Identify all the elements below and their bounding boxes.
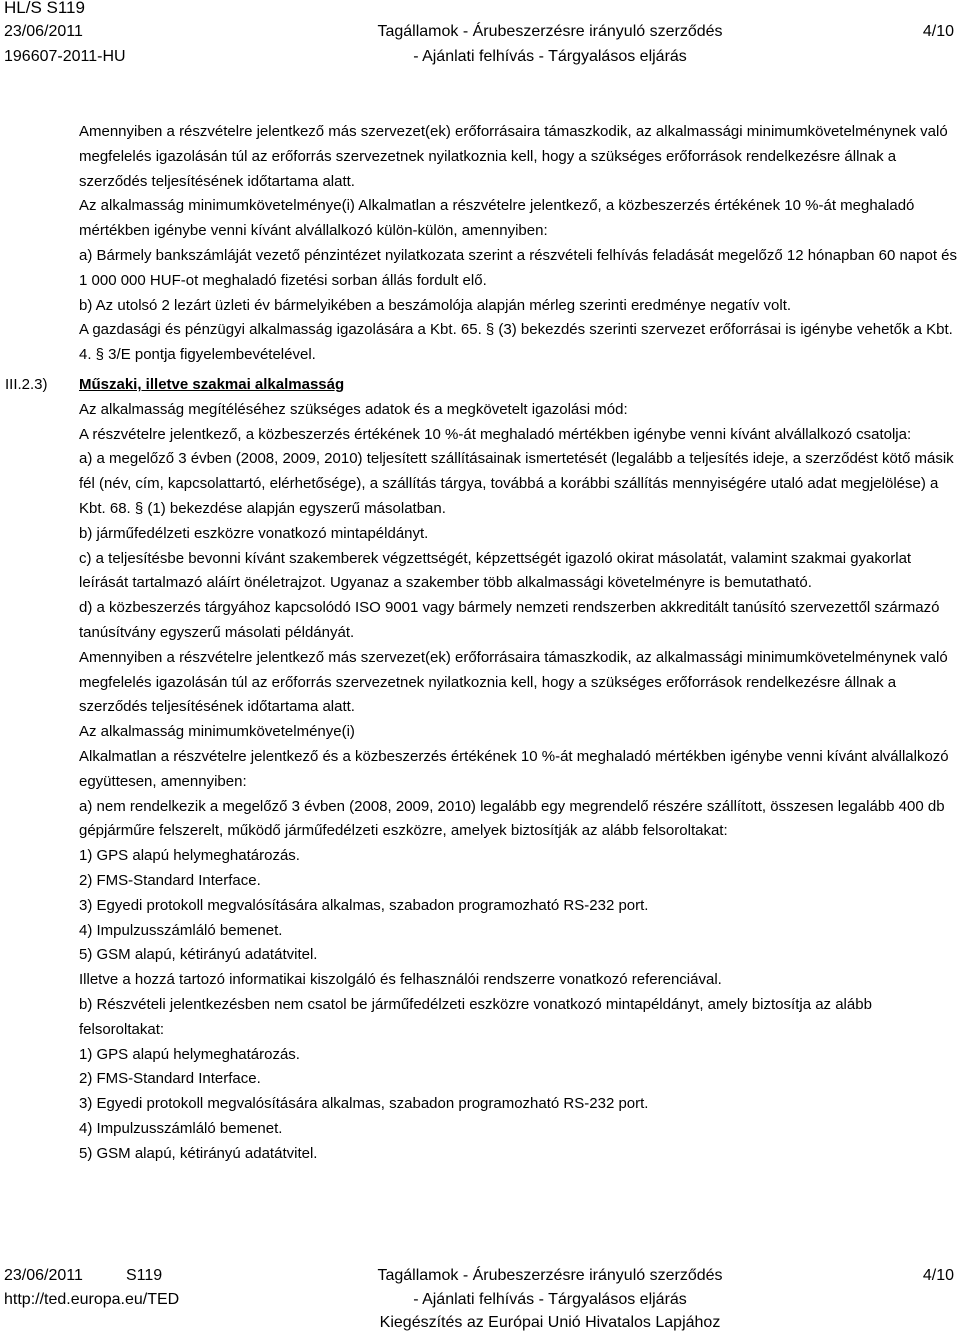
list-item: 5) GSM alapú, kétirányú adatátvitel. [79, 946, 318, 964]
list-item: 3) Egyedi protokoll megvalósítására alkalmas, szabadon programozható RS-232 port. [79, 1095, 649, 1113]
paragraph: Alkalmatlan a részvételre jelentkező és a közbeszerzés értékének 10 %-át meghaladó mértékben igénybe venni kívánt alvállalkozó együttesen, amennyiben: [79, 747, 949, 790]
paragraph: Az alkalmasság megítéléséhez szükséges adatok és a megkövetelt igazolási mód: [79, 400, 628, 418]
header-doc-code: HL/S S119 [4, 0, 85, 17]
body-main-block [79, 373, 959, 1167]
body-top-block [79, 120, 959, 368]
header-date: 23/06/2011 [4, 23, 83, 40]
list-item: 2) FMS-Standard Interface. [79, 871, 261, 889]
paragraph: d) a közbeszerzés tárgyához kapcsolódó ISO 9001 vagy bármely nemzeti rendszerben akkreditált tanúsító szervezettől származó tanúsítvány egyszerű másolati példányát. [79, 599, 940, 641]
paragraph: a) a megelőző 3 évben (2008, 2009, 2010) teljesített szállításainak ismertetését (legalább a teljesítés ideje, a szerződést kötő másik fél (név, cím, kapcsolattartó, elérhetősége), a szállítás tárgya, továbbá a korábbi szállítás mennyiségére utaló adat megjelölése) a Kbt. 68. § (1) bekezdése alapján egyszerű másolatban. [79, 450, 954, 517]
paragraph: Illetve a hozzá tartozó informatikai kiszolgáló és felhasználói rendszerre vonatkozó referenciával. [79, 971, 722, 989]
section-number-label: III.2.3) [5, 376, 48, 393]
footer-page-number: 4/10 [922, 1267, 954, 1284]
footer-url-link[interactable]: http://ted.europa.eu/TED [4, 1291, 180, 1308]
header-notice-id: 196607-2011-HU [4, 48, 126, 65]
footer-date: 23/06/2011 [4, 1267, 83, 1284]
list-item: 1) GPS alapú helymeghatározás. [79, 847, 300, 865]
header-title-line2: - Ajánlati felhívás - Tárgyalásos eljárás [413, 48, 687, 65]
paragraph: A részvételre jelentkező, a közbeszerzés értékének 10 %-át meghaladó mértékben igénybe venni kívánt alvállalkozó csatolja: [79, 425, 912, 443]
list-item: 3) Egyedi protokoll megvalósítására alkalmas, szabadon programozható RS-232 port. [79, 896, 649, 914]
paragraph: Az alkalmasság minimumkövetelménye(i) [79, 723, 355, 741]
paragraph: Amennyiben a részvételre jelentkező más szervezet(ek) erőforrásaira támaszkodik, az alkalmassági minimumkövetelménynek való megfelelés igazolásán túl az erőforrás szervezetnek nyilatkoznia kell, hogy a szükséges erőforrások rendelkezésre állnak a szerződés teljesítésének időtartama alatt. [79, 123, 948, 190]
list-item: 2) FMS-Standard Interface. [79, 1070, 261, 1088]
paragraph: Az alkalmasság minimumkövetelménye(i) Alkalmatlan a részvételre jelentkező, a közbeszerzés értékének 10 %-át meghaladó mértékben igénybe venni kívánt alvállalkozó külön-külön, amennyiben: [79, 197, 915, 240]
paragraph: c) a teljesítésbe bevonni kívánt szakemberek végzettségét, képzettségét igazoló okirat másolatát, valamint szakmai gyakorlat leírását tartalmazó aláírt önéletrajzot. Ugyanaz a szakember több alkalmassági követelményre is bemutatható. [79, 549, 912, 592]
section-heading: Műszaki, illetve szakmai alkalmasság [79, 376, 345, 393]
list-item: 5) GSM alapú, kétirányú adatátvitel. [79, 1144, 318, 1162]
footer-title-line1: Tagállamok - Árubeszerzésre irányuló szerződés [377, 1267, 723, 1284]
paragraph: b) Részvételi jelentkezésben nem csatol be járműfedélzeti eszközre vonatkozó mintapéldányt, amely biztosítja az alább felsoroltakat: [79, 995, 872, 1038]
paragraph: b) Az utolsó 2 lezárt üzleti év bármelyikében a beszámolója alapján mérleg szerinti eredménye negatív volt. [79, 296, 792, 314]
paragraph: A gazdasági és pénzügyi alkalmasság igazolására a Kbt. 65. § (3) bekezdés szerinti szervezet erőforrásai is igénybe vehetők a Kbt. 4. § 3/E pontja figyelembevételével. [79, 321, 953, 364]
list-item: 4) Impulzusszámláló bemenet. [79, 1119, 283, 1137]
paragraph: Amennyiben a részvételre jelentkező más szervezet(ek) erőforrásaira támaszkodik, az alkalmassági minimumkövetelménynek való megfelelés igazolásán túl az erőforrás szervezetnek nyilatkoznia kell, hogy a szükséges erőforrások rendelkezésre állnak a szerződés teljesítésének időtartama alatt. [79, 648, 948, 716]
list-item: 1) GPS alapú helymeghatározás. [79, 1045, 300, 1063]
header-page-number: 4/10 [922, 23, 954, 40]
paragraph: a) nem rendelkezik a megelőző 3 évben (2008, 2009, 2010) legalább egy megrendelő részére szállított, összesen legalább 400 db gépjárműre felszerelt, működő járműfedélzeti eszközre, amelyek biztosítják az alább felsoroltakat: [79, 797, 945, 840]
paragraph: a) Bármely bankszámláját vezető pénzintézet nyilatkozata szerint a részvételi felhívás feladását megelőző 12 hónapban 60 napot és 1 000 000 HUF-ot meghaladó fizetési sorban állás fordult elő. [79, 246, 958, 289]
footer-title-line2: - Ajánlati felhívás - Tárgyalásos eljárás [413, 1291, 687, 1308]
list-item: 4) Impulzusszámláló bemenet. [79, 921, 283, 939]
header-title-line1: Tagállamok - Árubeszerzésre irányuló szerződés [377, 23, 723, 40]
footer-title-line3: Kiegészítés az Európai Unió Hivatalos Lapjához [379, 1314, 721, 1331]
footer-series: S119 [126, 1267, 163, 1284]
paragraph: b) járműfedélzeti eszközre vonatkozó mintapéldányt. [79, 524, 429, 542]
